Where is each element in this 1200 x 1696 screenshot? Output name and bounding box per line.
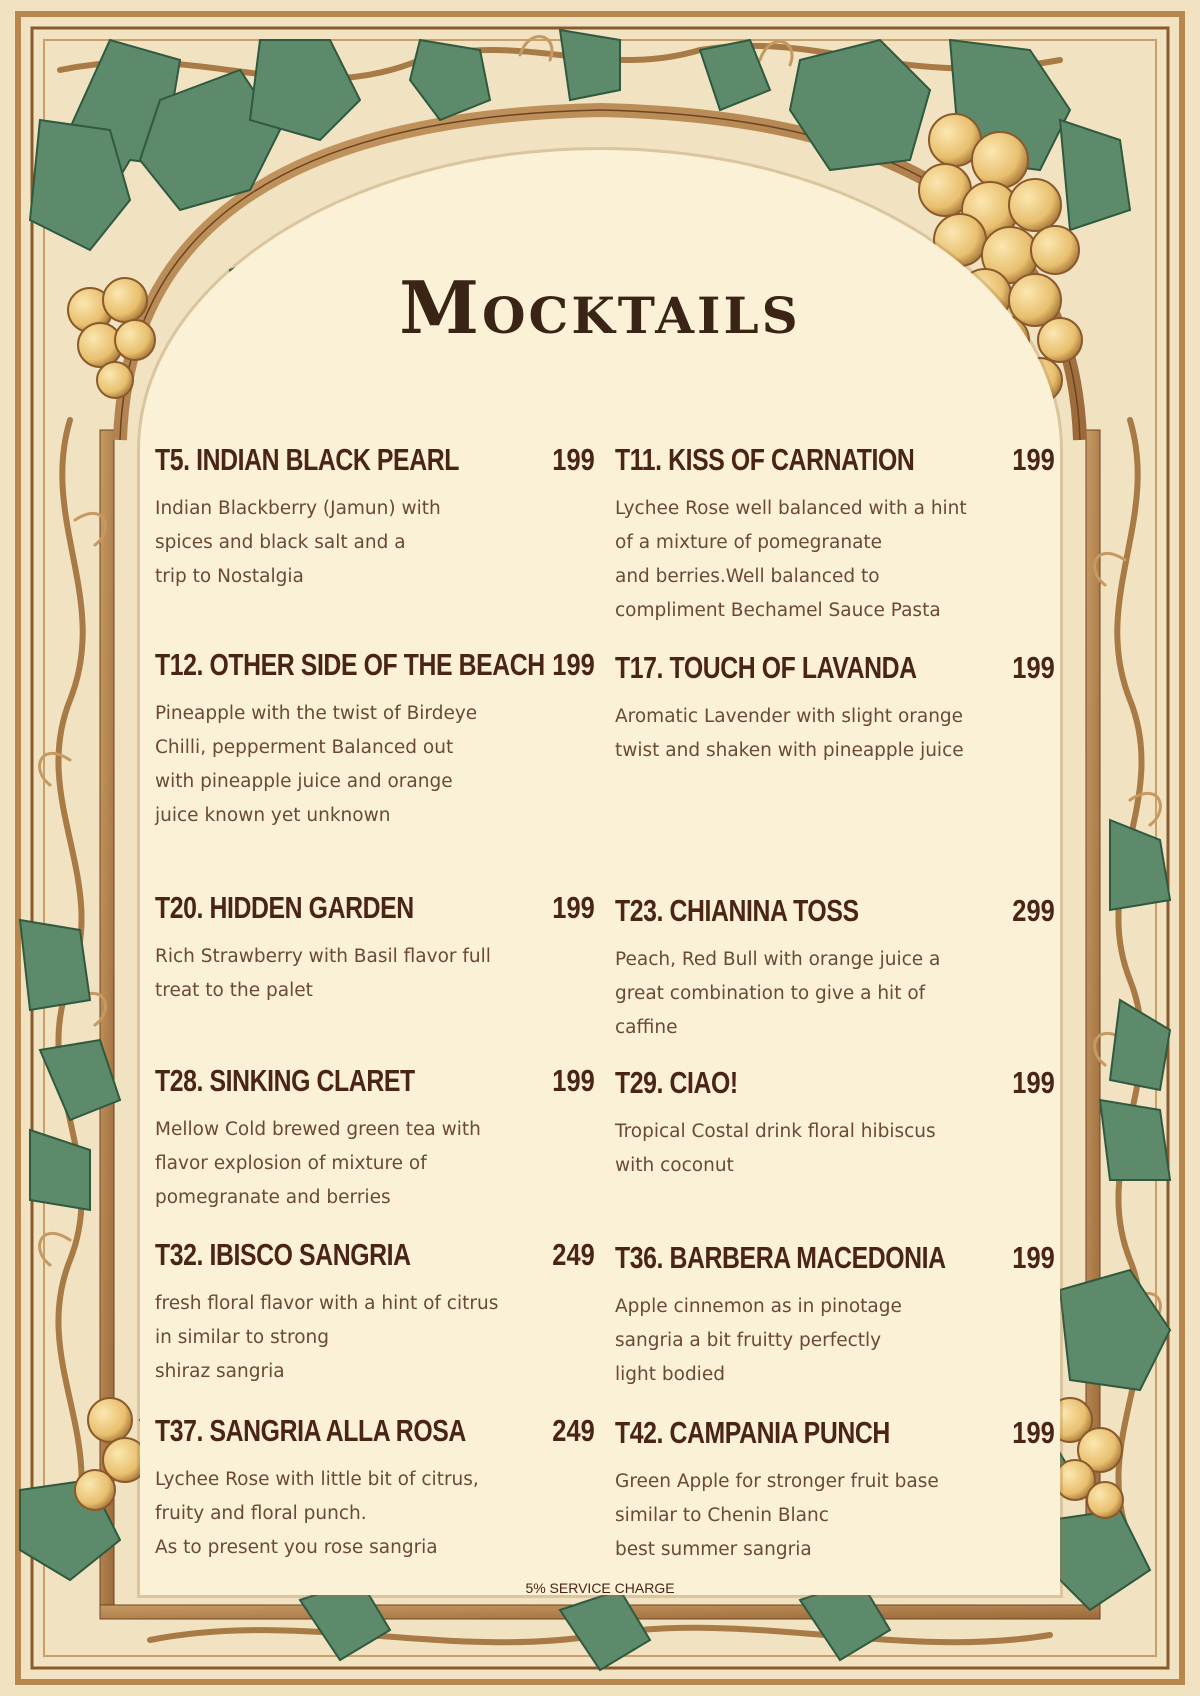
item-price: 199: [1012, 1065, 1055, 1100]
item-name: T17. TOUCH OF LAVANDA: [615, 650, 917, 685]
item-name: T32. IBISCO SANGRIA: [155, 1237, 411, 1272]
menu-item: [155, 890, 595, 1008]
menu-item: [615, 893, 1055, 1045]
menu-item: [155, 1237, 595, 1389]
service-charge-note: 5% SERVICE CHARGE: [525, 1580, 675, 1596]
item-price: 249: [552, 1237, 595, 1272]
menu-item: [615, 650, 1055, 768]
menu-item: [615, 1065, 1055, 1183]
item-description: Peach, Red Bull with orange juice a great combination to give a hit of caffine: [615, 949, 941, 1038]
item-name: T36. BARBERA MACEDONIA: [615, 1240, 946, 1275]
menu-item: [155, 1413, 595, 1565]
item-description: Mellow Cold brewed green tea with flavor explosion of mixture of pomegranate and berries: [155, 1119, 481, 1208]
item-name: T12. OTHER SIDE OF THE BEACH: [155, 647, 545, 682]
item-price: 199: [552, 1063, 595, 1098]
item-name: T20. HIDDEN GARDEN: [155, 890, 414, 925]
item-price: 199: [1012, 1415, 1055, 1450]
menu-item: [155, 1063, 595, 1215]
item-price: 199: [552, 647, 595, 682]
item-price: 199: [1012, 1240, 1055, 1275]
item-description: Pineapple with the twist of Birdeye Chilli, pepperment Balanced out with pineapple juice and orange juice known yet unknown: [155, 703, 478, 826]
menu-item: [155, 647, 595, 833]
item-price: 199: [1012, 650, 1055, 685]
item-description: Rich Strawberry with Basil flavor full treat to the palet: [155, 946, 491, 1001]
item-price: 299: [1012, 893, 1055, 928]
item-description: Tropical Costal drink floral hibiscus with coconut: [615, 1121, 936, 1176]
item-description: Green Apple for stronger fruit base similar to Chenin Blanc best summer sangria: [615, 1471, 939, 1560]
menu-item: [155, 442, 595, 594]
item-price: 199: [552, 442, 595, 477]
item-price: 249: [552, 1413, 595, 1448]
item-name: T5. INDIAN BLACK PEARL: [155, 442, 459, 477]
item-name: T28. SINKING CLARET: [155, 1063, 415, 1098]
menu-item: [615, 1415, 1055, 1567]
menu-item: [615, 442, 1055, 628]
menu-title: Mocktails: [399, 265, 801, 350]
item-name: T11. KISS OF CARNATION: [615, 442, 915, 477]
item-description: Aromatic Lavender with slight orange twist and shaken with pineapple juice: [615, 706, 964, 761]
item-name: T42. CAMPANIA PUNCH: [615, 1415, 890, 1450]
item-description: Lychee Rose with little bit of citrus, fruity and floral punch. As to present you rose sangria: [155, 1469, 479, 1558]
item-price: 199: [1012, 442, 1055, 477]
item-description: Lychee Rose well balanced with a hint of a mixture of pomegranate and berries.Well balanced to compliment Bechamel Sauce Pasta: [615, 498, 967, 621]
item-description: Indian Blackberry (Jamun) with spices and black salt and a trip to Nostalgia: [155, 498, 441, 587]
item-description: fresh floral flavor with a hint of citrus in similar to strong shiraz sangria: [155, 1293, 499, 1382]
item-name: T23. CHIANINA TOSS: [615, 893, 859, 928]
menu-item: [615, 1240, 1055, 1392]
item-description: Apple cinnemon as in pinotage sangria a bit fruitty perfectly light bodied: [615, 1296, 902, 1385]
item-name: T37. SANGRIA ALLA ROSA: [155, 1413, 466, 1448]
item-price: 199: [552, 890, 595, 925]
item-name: T29. CIAO!: [615, 1065, 738, 1100]
